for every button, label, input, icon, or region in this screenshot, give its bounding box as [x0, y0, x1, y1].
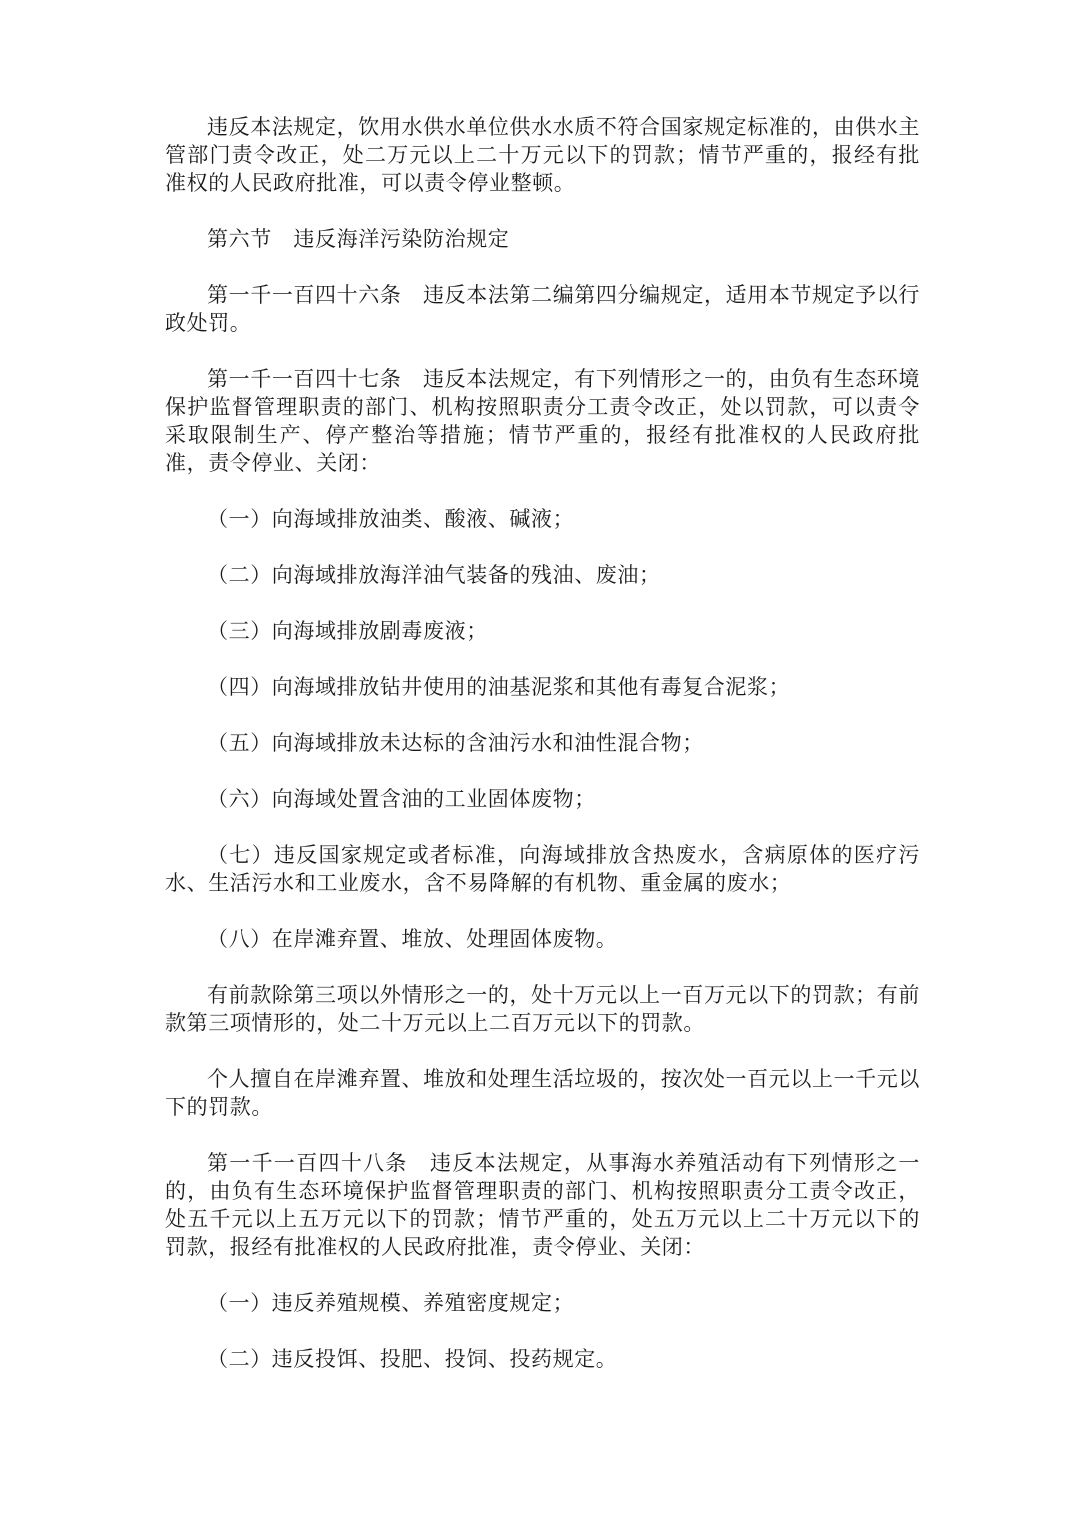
- article-1146: 第一千一百四十六条 违反本法第二编第四分编规定，适用本节规定予以行政处罚。: [165, 283, 920, 335]
- article-1147: 第一千一百四十七条 违反本法规定，有下列情形之一的，由负有生态环境保护监督管理职责的部门、机构按照职责分工责令改正，处以罚款，可以责令采取限制生产、停产整治等措施；情节严重的，报经有批准权的人民政府批准，责令停业、关闭：: [165, 367, 920, 475]
- article-1147-item-8: （八）在岸滩弃置、堆放、处理固体废物。: [207, 927, 618, 951]
- article-1147-item-3: （三）向海域排放剧毒废液；: [207, 619, 488, 643]
- article-1147-item-6: （六）向海域处置含油的工业固体废物；: [207, 787, 596, 811]
- section-heading: 第六节 违反海洋污染防治规定: [207, 227, 510, 251]
- article-1147-item-7: （七）违反国家规定或者标准，向海域排放含热废水，含病原体的医疗污水、生活污水和工业废水，含不易降解的有机物、重金属的废水；: [165, 843, 920, 895]
- article-1147-item-5: （五）向海域排放未达标的含油污水和油性混合物；: [207, 731, 704, 755]
- article-1147-item-1: （一）向海域排放油类、酸液、碱液；: [207, 507, 575, 531]
- article-1148-item-2: （二）违反投饵、投肥、投饲、投药规定。: [207, 1347, 618, 1371]
- paragraph-fines: 有前款除第三项以外情形之一的，处十万元以上一百万元以下的罚款；有前款第三项情形的，处二十万元以上二百万元以下的罚款。: [165, 983, 920, 1035]
- article-1148-item-1: （一）违反养殖规模、养殖密度规定；: [207, 1291, 575, 1315]
- document-page: [165, 113, 920, 1401]
- article-1148: 第一千一百四十八条 违反本法规定，从事海水养殖活动有下列情形之一的，由负有生态环境保护监督管理职责的部门、机构按照职责分工责令改正，处五千元以上五万元以下的罚款；情节严重的，处五万元以上二十万元以下的罚款，报经有批准权的人民政府批准，责令停业、关闭：: [165, 1151, 920, 1259]
- paragraph-individual: 个人擅自在岸滩弃置、堆放和处理生活垃圾的，按次处一百元以上一千元以下的罚款。: [165, 1067, 920, 1119]
- paragraph-water-supply: 违反本法规定，饮用水供水单位供水水质不符合国家规定标准的，由供水主管部门责令改正，处二万元以上二十万元以下的罚款；情节严重的，报经有批准权的人民政府批准，可以责令停业整顿。: [165, 115, 920, 195]
- article-1147-item-2: （二）向海域排放海洋油气装备的残油、废油；: [207, 563, 661, 587]
- article-1147-item-4: （四）向海域排放钻井使用的油基泥浆和其他有毒复合泥浆；: [207, 675, 791, 699]
